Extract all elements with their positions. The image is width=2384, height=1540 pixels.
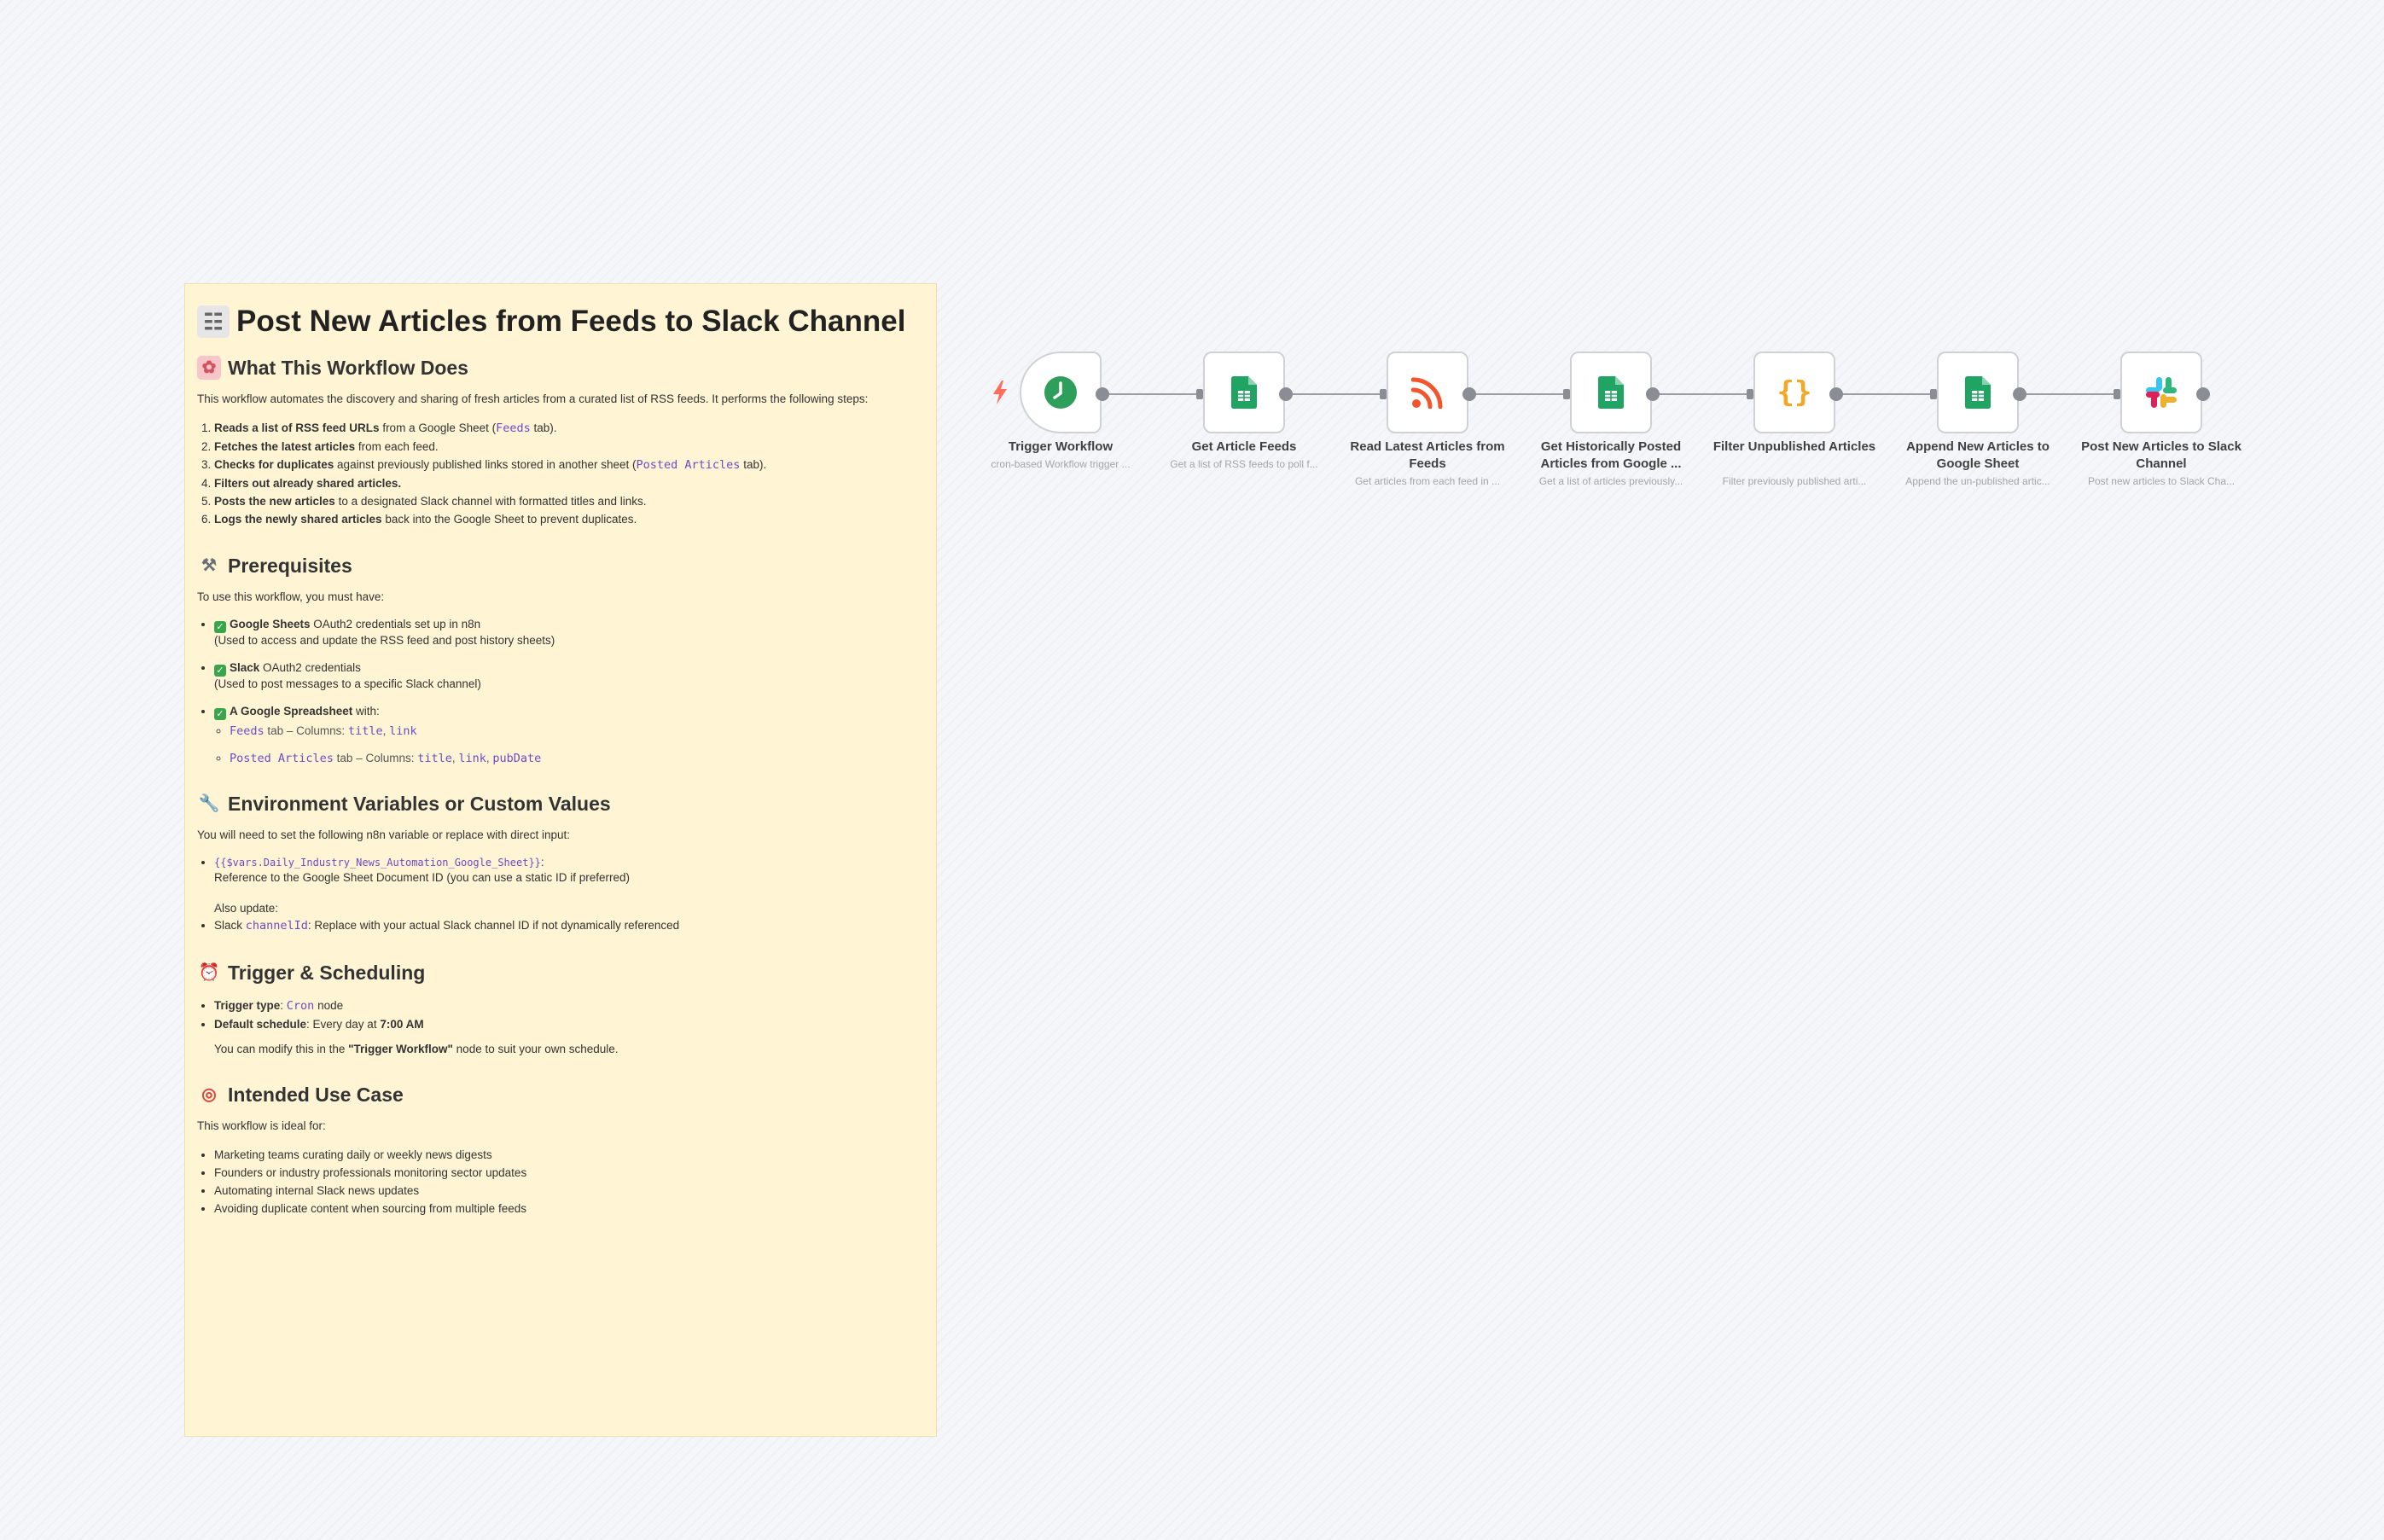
node-description: cron-based Workflow trigger ... [991,458,1131,470]
google-sheets-icon [1598,376,1624,409]
output-port[interactable] [2013,387,2026,401]
node-label: Trigger Workflow [1008,439,1114,454]
list-item: • Slack channelId: Replace with your actual Slack channel ID if not dynamically referenced [214,916,924,935]
check-icon: ✓ [214,665,226,677]
output-port[interactable] [1462,387,1476,401]
input-port[interactable] [2114,389,2120,399]
list-item: • Trigger type: Cron node [214,997,924,1015]
sticky-note[interactable] [184,283,937,1437]
output-port[interactable] [2196,387,2210,401]
usecase-heading [197,1083,924,1107]
prereq-heading [197,554,924,578]
node-append-new-articles[interactable] [1937,352,2019,433]
prereq-list [197,617,924,766]
sheet-tab-list [214,724,924,766]
list-item: ◦ Posted Articles tab – Columns: title, link, pubDate [230,751,924,766]
list-item: • {{$vars.Daily_Industry_News_Automation_Google_Sheet}}: Reference to the Google Sheet Document ID (you can use a static ID if preferred) Also update: [214,855,924,916]
node-get-article-feeds[interactable] [1203,352,1285,433]
slack-icon [2144,375,2178,410]
list-item: 2. Fetches the latest articles from each feed. [214,438,924,456]
input-port[interactable] [1380,389,1387,399]
page-icon: ☷ [197,305,230,338]
connection-edge[interactable] [1102,393,1198,395]
env-heading-text: Environment Variables or Custom Values [228,792,611,815]
node-label: Filter Unpublished Articles [1712,439,1876,454]
note-title-text: Post New Articles from Feeds to Slack Channel [236,305,906,338]
prereq-intro: To use this workflow, you must have: [197,590,385,603]
google-sheets-icon [1965,376,1991,409]
node-get-historically-posted[interactable] [1570,352,1652,433]
code-braces-icon: {} [1776,375,1812,410]
trigger-modify-note: You can modify this in the "Trigger Workflow" node to suit your own schedule. [214,1043,619,1055]
list-item: 1. Reads a list of RSS feed URLs from a Google Sheet (Feeds tab). [214,419,924,438]
brain-icon: ✿ [197,356,221,380]
node-filter-unpublished[interactable] [1753,352,1835,433]
node-label: Append New Articles to Google Sheet [1906,439,2050,471]
what-heading [197,356,924,380]
check-icon: ✓ [214,708,226,720]
list-item: • Founders or industry professionals monitoring sector updates [214,1164,924,1182]
node-label: Get Historically Posted Articles from Google ... [1540,439,1682,471]
what-heading-text: What This Workflow Does [228,356,468,379]
node-description: Get a list of RSS feeds to poll f... [1170,458,1318,470]
trigger-list [197,997,924,1033]
list-item: • Default schedule: Every day at 7:00 AM [214,1015,924,1033]
connection-edge[interactable] [1836,393,1932,395]
trigger-heading [197,961,924,985]
node-description: Get articles from each feed in ... [1354,475,1501,487]
usecase-list [197,1146,924,1217]
node-label: Post New Articles to Slack Channel [2081,439,2242,471]
output-port[interactable] [1646,387,1660,401]
list-item: 3. Checks for duplicates against previously published links stored in another sheet (Posted Articles tab). [214,456,924,474]
list-item: • ✓ A Google Spreadsheet with: ◦ Feeds tab – Columns: title, link ◦ Posted Articles tab – Columns: title, link, pubDate [214,704,924,766]
what-intro: This workflow automates the discovery and sharing of fresh articles from a curated list of RSS feeds. It performs the following steps: [197,392,869,405]
node-description: Filter previously published arti... [1722,475,1867,487]
check-icon: ✓ [214,621,226,633]
prereq-heading-text: Prerequisites [228,554,352,577]
input-port[interactable] [1930,389,1937,399]
output-port[interactable] [1096,387,1109,401]
usecase-intro: This workflow is ideal for: [197,1119,326,1132]
output-port[interactable] [1829,387,1843,401]
tools-icon: ⚒ [201,556,217,575]
target-icon: ◎ [201,1085,217,1104]
list-item: 5. Posts the new articles to a designated Slack channel with formatted titles and links. [214,492,924,510]
clock-icon [1044,375,1078,410]
input-port[interactable] [1196,389,1203,399]
input-port[interactable] [1747,389,1753,399]
wrench-icon: 🔧 [198,794,220,813]
google-sheets-icon [1231,376,1257,409]
alarm-clock-icon: ⏰ [198,963,220,982]
node-trigger-workflow[interactable] [1020,352,1102,433]
env-intro: You will need to set the following n8n variable or replace with direct input: [197,828,571,841]
list-item: • Marketing teams curating daily or weekly news digests [214,1146,924,1164]
list-item: 6. Logs the newly shared articles back into the Google Sheet to prevent duplicates. [214,510,924,528]
list-item: ◦ Feeds tab – Columns: title, link [230,724,924,739]
node-post-to-slack[interactable] [2120,352,2202,433]
connection-edge[interactable] [1469,393,1565,395]
input-port[interactable] [1563,389,1570,399]
list-item: • ✓ Slack OAuth2 credentials (Used to post messages to a specific Slack channel) [214,660,924,692]
connection-edge[interactable] [2020,393,2115,395]
connection-edge[interactable] [1653,393,1748,395]
node-description: Append the un-published artic... [1905,475,2050,487]
env-heading [197,792,924,816]
node-label: Get Article Feeds [1191,439,1297,454]
node-read-latest-articles[interactable] [1387,352,1468,433]
node-description: Post new articles to Slack Cha... [2087,475,2236,487]
node-label: Read Latest Articles from Feeds [1350,439,1505,471]
node-description: Get a list of articles previously... [1538,475,1683,487]
list-item: • Avoiding duplicate content when sourcing from multiple feeds [214,1200,924,1217]
note-title [197,305,924,339]
output-port[interactable] [1279,387,1293,401]
what-steps [197,419,924,528]
rss-icon [1411,376,1444,409]
connection-edge[interactable] [1286,393,1381,395]
trigger-heading-text: Trigger & Scheduling [228,961,426,984]
lightning-bolt-icon [991,381,1009,404]
list-item: • ✓ Google Sheets OAuth2 credentials set up in n8n (Used to access and update the RSS feed and post history sheets) [214,617,924,648]
list-item: • Automating internal Slack news updates [214,1182,924,1200]
usecase-heading-text: Intended Use Case [228,1083,404,1106]
env-list [197,855,924,935]
list-item: 4. Filters out already shared articles. [214,474,924,492]
